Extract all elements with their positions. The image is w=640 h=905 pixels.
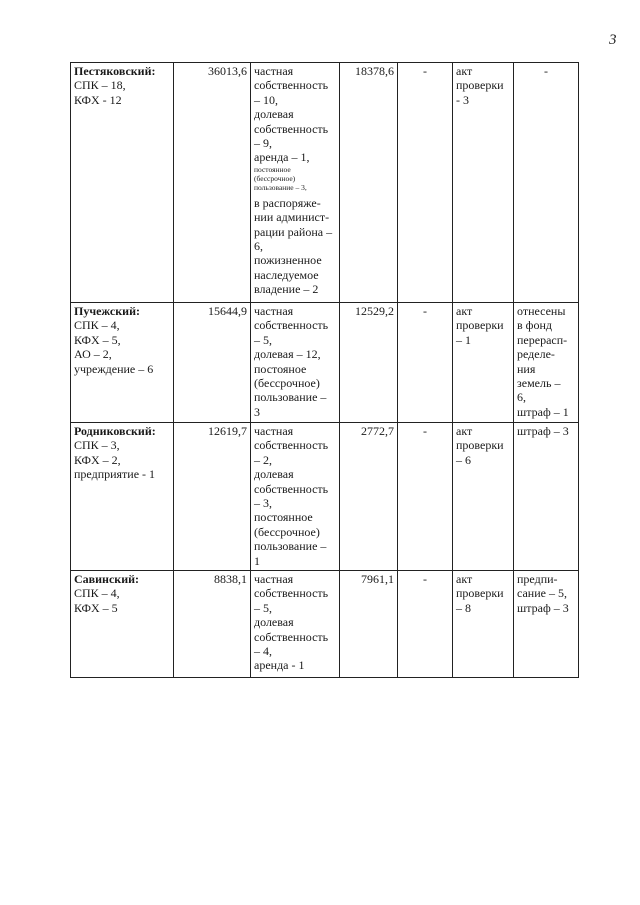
table-row xyxy=(71,423,579,571)
ownership-line: собственность xyxy=(254,586,329,601)
district-cell xyxy=(71,63,174,303)
ownership-line: (бессрочное) xyxy=(254,524,320,539)
ownership-line: – 4, xyxy=(254,644,272,659)
ownership-line: долевая – 12, xyxy=(254,347,321,362)
ownership-line: долевая xyxy=(254,107,294,122)
result-line: перерасп- xyxy=(517,332,568,347)
result-cell xyxy=(514,63,579,303)
subject-count: КФХ – 5, xyxy=(74,332,121,347)
ownership-line: пожизненное xyxy=(254,253,322,268)
result-line: сание – 5, xyxy=(517,586,567,601)
used-area-value: 18378,6 xyxy=(355,64,394,78)
ownership-line: аренда – 1, xyxy=(254,150,310,165)
district-cell xyxy=(71,423,174,571)
check-line: проверки xyxy=(456,438,504,453)
ownership-small-line: пользование – 3, xyxy=(254,182,307,192)
check-line: - 3 xyxy=(456,92,469,107)
ownership-line: 6, xyxy=(254,239,263,254)
ownership-line: постоянное xyxy=(254,510,313,525)
ownership-line: собственность xyxy=(254,318,329,333)
ownership-line: – 2, xyxy=(254,452,272,467)
ownership-line: рации района – xyxy=(254,224,333,239)
check-line: – 1 xyxy=(456,332,471,347)
check-line: – 6 xyxy=(456,452,471,467)
ownership-line: 1 xyxy=(254,553,260,568)
check-line: акт xyxy=(456,424,473,438)
district-name: Родниковский: xyxy=(74,424,156,438)
area-cell xyxy=(174,571,251,678)
dash-value: - xyxy=(423,64,427,78)
used-area-cell xyxy=(340,423,398,571)
area-value: 36013,6 xyxy=(208,64,247,78)
used-area-value: 7961,1 xyxy=(361,572,394,586)
ownership-line: – 5, xyxy=(254,600,272,615)
check-line: – 8 xyxy=(456,600,471,615)
ownership-line: – 10, xyxy=(254,92,278,107)
ownership-line: аренда - 1 xyxy=(254,658,305,673)
ownership-line: постояное xyxy=(254,361,307,376)
result-line: штраф – 3 xyxy=(517,424,569,438)
subject-count: КФХ - 12 xyxy=(74,92,122,107)
ownership-line: в распоряже- xyxy=(254,195,321,210)
result-line: земель – xyxy=(517,376,561,391)
ownership-cell xyxy=(251,571,340,678)
ownership-line: долевая xyxy=(254,467,294,482)
area-value: 8838,1 xyxy=(214,572,247,586)
ownership-line: частная xyxy=(254,572,294,586)
ownership-line: (бессрочное) xyxy=(254,376,320,391)
result-line: предпи- xyxy=(517,572,558,586)
area-value: 15644,9 xyxy=(208,304,247,318)
check-line: проверки xyxy=(456,586,504,601)
dash-cell xyxy=(398,63,453,303)
dash-cell xyxy=(398,423,453,571)
result-line: ния xyxy=(517,361,536,376)
result-line: в фонд xyxy=(517,318,552,333)
check-cell xyxy=(453,423,514,571)
ownership-line: пользование – xyxy=(254,539,327,554)
result-cell xyxy=(514,303,579,423)
table-row xyxy=(71,571,579,678)
district-name: Пестяковский: xyxy=(74,64,156,78)
result-line: отнесены xyxy=(517,304,566,318)
ownership-line: нии админист- xyxy=(254,210,330,225)
subject-count: АО – 2, xyxy=(74,347,112,362)
area-cell xyxy=(174,63,251,303)
ownership-line: частная xyxy=(254,64,294,78)
ownership-line: собственность xyxy=(254,481,329,496)
check-cell xyxy=(453,303,514,423)
result-line: ределе- xyxy=(517,347,555,362)
subject-count: предприятие - 1 xyxy=(74,467,156,482)
area-cell xyxy=(174,423,251,571)
subject-count: КФХ – 2, xyxy=(74,452,121,467)
result-line: - xyxy=(544,64,548,78)
dash-value: - xyxy=(423,424,427,438)
used-area-cell xyxy=(340,303,398,423)
ownership-line: долевая xyxy=(254,615,294,630)
ownership-line: – 3, xyxy=(254,496,272,511)
ownership-cell xyxy=(251,423,340,571)
subject-count: СПК – 4, xyxy=(74,318,120,333)
ownership-line: владение – 2 xyxy=(254,282,319,297)
used-area-cell xyxy=(340,571,398,678)
subject-count: СПК – 3, xyxy=(74,438,120,453)
table-row xyxy=(71,303,579,423)
result-line: штраф – 3 xyxy=(517,600,569,615)
subject-count: учреждение – 6 xyxy=(74,361,154,376)
dash-cell xyxy=(398,303,453,423)
ownership-line: собственность xyxy=(254,629,329,644)
area-cell xyxy=(174,303,251,423)
used-area-cell xyxy=(340,63,398,303)
district-cell xyxy=(71,303,174,423)
district-name: Пучежский: xyxy=(74,304,140,318)
subject-count: СПК – 18, xyxy=(74,78,126,93)
check-cell xyxy=(453,63,514,303)
check-line: проверки xyxy=(456,318,504,333)
check-cell xyxy=(453,571,514,678)
ownership-cell xyxy=(251,303,340,423)
ownership-line: – 9, xyxy=(254,136,272,151)
area-value: 12619,7 xyxy=(208,424,247,438)
check-line: акт xyxy=(456,64,473,78)
ownership-cell xyxy=(251,63,340,303)
check-line: проверки xyxy=(456,78,504,93)
district-cell xyxy=(71,571,174,678)
subject-count: КФХ – 5 xyxy=(74,600,118,615)
ownership-line: частная xyxy=(254,424,294,438)
ownership-line: собственность xyxy=(254,78,329,93)
table-row xyxy=(71,63,579,303)
check-line: акт xyxy=(456,304,473,318)
page-number: 3 xyxy=(609,32,617,48)
land-control-table xyxy=(70,62,579,678)
ownership-line: наследуемое xyxy=(254,267,319,282)
result-cell xyxy=(514,423,579,571)
dash-value: - xyxy=(423,572,427,586)
ownership-line: пользование – xyxy=(254,390,327,405)
ownership-line: частная xyxy=(254,304,294,318)
check-line: акт xyxy=(456,572,473,586)
ownership-line: собственность xyxy=(254,438,329,453)
ownership-line: – 5, xyxy=(254,332,272,347)
dash-cell xyxy=(398,571,453,678)
used-area-value: 2772,7 xyxy=(361,424,394,438)
ownership-small-line: постоянное xyxy=(254,164,291,174)
ownership-small-line: (бессрочное) xyxy=(254,173,296,183)
result-line: 6, xyxy=(517,390,526,405)
result-cell xyxy=(514,571,579,678)
dash-value: - xyxy=(423,304,427,318)
district-name: Савинский: xyxy=(74,572,140,586)
ownership-line: собственность xyxy=(254,121,329,136)
used-area-value: 12529,2 xyxy=(355,304,394,318)
subject-count: СПК – 4, xyxy=(74,586,120,601)
ownership-line: 3 xyxy=(254,404,260,419)
result-line: штраф – 1 xyxy=(517,404,569,419)
